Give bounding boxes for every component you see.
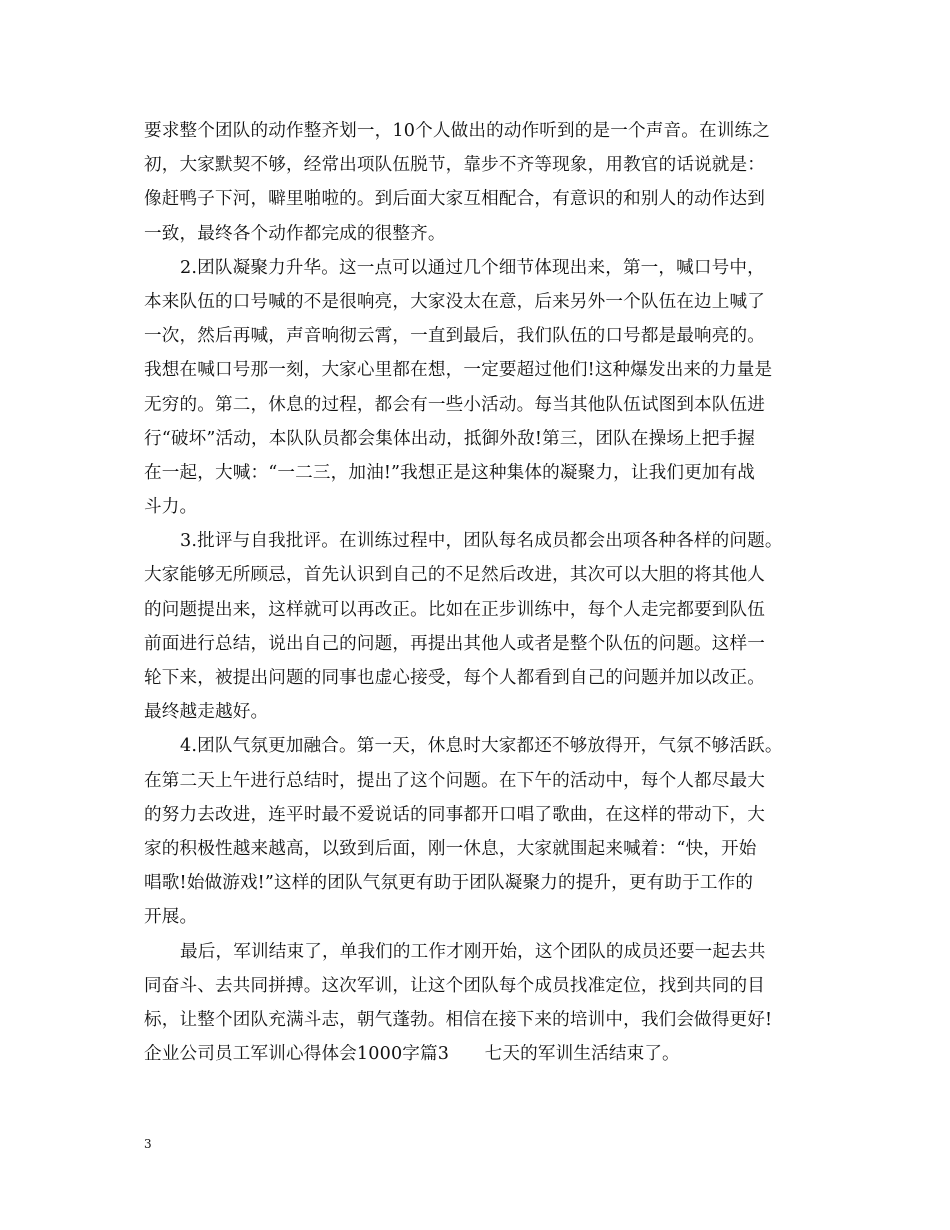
text-line: 同奋斗、去共同拼搏。这次军训，让这个团队每个成员找准定位，找到共同的目 — [144, 975, 766, 996]
text-line: 大家能够无所顾忌，首先认识到自己的不足然后改进，其次可以大胆的将其他人 — [144, 565, 766, 586]
text-line: 在第二天上午进行总结时，提出了这个问题。在下午的活动中，每个人都尽最大 — [144, 770, 766, 791]
text-line: 一次，然后再喊，声音响彻云霄，一直到最后，我们队伍的口号都是最响亮的。 — [144, 326, 766, 347]
text-line: 像赶鸭子下河，噼里啪啦的。到后面大家互相配合，有意识的和别人的动作达到 — [144, 189, 766, 210]
text-line: 我想在喊口号那一刻，大家心里都在想，一定要超过他们!这种爆发出来的力量是 — [144, 360, 773, 381]
page-number: 3 — [144, 1137, 152, 1151]
text-line: 在一起，大喊：“一二三，加油!”我想正是这种集体的凝聚力，让我们更加有战 — [144, 462, 756, 483]
text-line: 前面进行总结，说出自己的问题，再提出其他人或者是整个队伍的问题。这样一 — [144, 633, 766, 654]
text-line: 要求整个团队的动作整齐划一，10个人做出的动作听到的是一个声音。在训练之 — [144, 121, 770, 141]
text-line: 本来队伍的口号喊的不是很响亮，大家没太在意，后来另外一个队伍在边上喊了 — [144, 291, 766, 312]
text-line: 初，大家默契不够，经常出项队伍脱节，靠步不齐等现象，用教官的话说就是： — [144, 155, 766, 176]
text-line: 2.团队凝聚力升华。这一点可以通过几个细节体现出来，第一，喊口号中， — [180, 257, 765, 278]
text-line: 标，让整个团队充满斗志，朝气蓬勃。相信在接下来的培训中，我们会做得更好! — [144, 1009, 773, 1030]
text-line: 家的积极性越来越高，以致到后面，刚一休息，大家就围起来喊着：“快，开始 — [144, 838, 757, 859]
text-line: 3.批评与自我批评。在训练过程中，团队每名成员都会出项各种各样的问题。 — [180, 531, 783, 552]
text-line: 的问题提出来，这样就可以再改正。比如在正步训练中，每个人走完都要到队伍 — [144, 599, 766, 620]
text-line: 行“破坏”活动，本队队员都会集体出动，抵御外敌!第三，团队在操场上把手握 — [144, 428, 756, 449]
text-line: 4.团队气氛更加融合。第一天，休息时大家都还不够放得开，气氛不够活跃。 — [180, 736, 783, 757]
text-line: 的努力去改进，连平时最不爱说话的同事都开口唱了歌曲，在这样的带动下，大 — [144, 804, 766, 825]
text-line: 最终越走越好。 — [144, 702, 269, 723]
text-line: 开展。 — [144, 907, 198, 928]
document-body — [144, 114, 824, 1071]
text-line: 唱歌!始做游戏!”这样的团队气氛更有助于团队凝聚力的提升，更有助于工作的 — [144, 873, 754, 894]
text-line: 无穷的。第二，休息的过程，都会有一些小活动。每当其他队伍试图到本队伍进 — [144, 394, 766, 415]
text-line: 轮下来，被提出问题的同事也虚心接受，每个人都看到自己的问题并加以改正。 — [144, 668, 766, 688]
text-line: 斗力。 — [144, 497, 198, 518]
text-line: 最后，军训结束了，单我们的工作才刚开始，这个团队的成员还要一起去共 — [180, 941, 766, 962]
text-line: 企业公司员工军训心得体会1000字篇3 七天的军训生活结束了。 — [144, 1044, 680, 1065]
text-line: 一致，最终各个动作都完成的很整齐。 — [144, 223, 446, 244]
